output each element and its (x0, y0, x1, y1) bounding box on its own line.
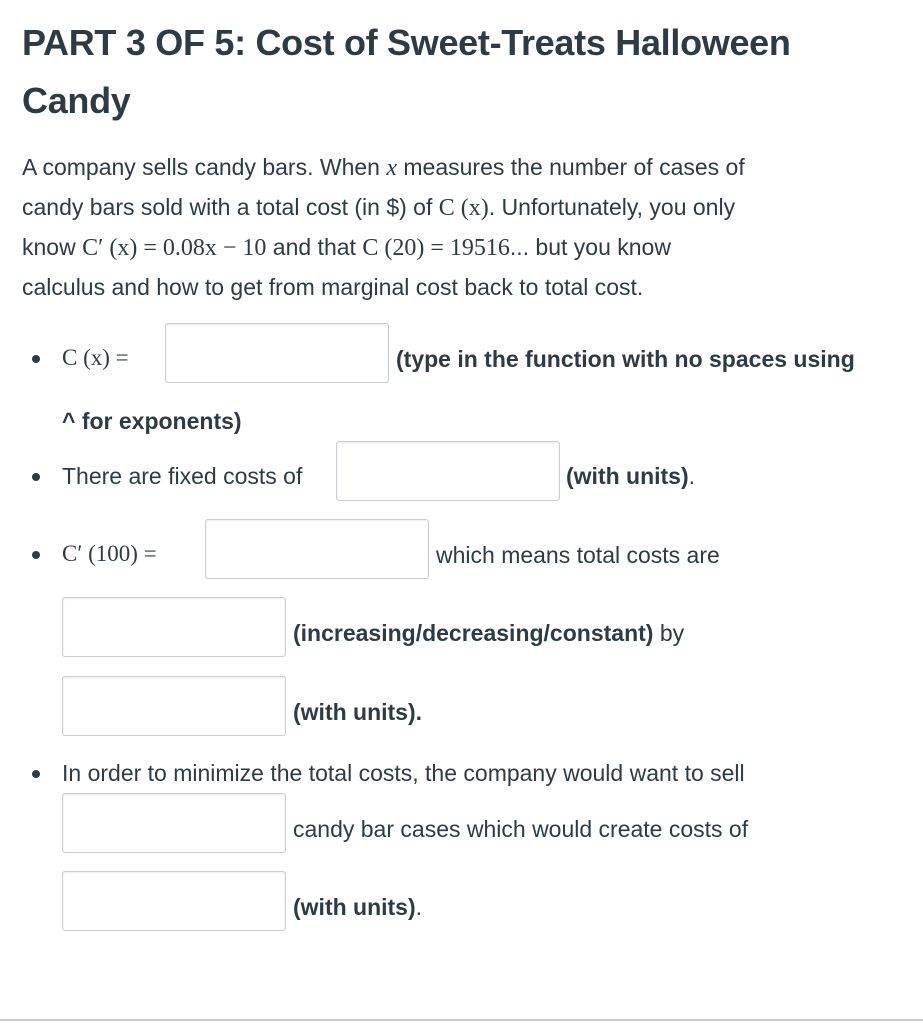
math-cx: C (x) (438, 195, 489, 221)
bottom-divider (0, 1019, 923, 1021)
math-c20: C (20) = 19516 (362, 235, 510, 261)
q3-math-label: C′ (100) = (62, 541, 157, 566)
q3-units-label: (with units). (293, 699, 423, 725)
q4-prefix: In order to minimize the total costs, the company would want to sell (62, 760, 745, 786)
q1-math-label: C (x) = (62, 345, 129, 370)
q3-suffix: which means total costs are (436, 542, 720, 568)
q3-derivative-input[interactable] (205, 519, 429, 579)
q1-hint-line-2: ^ for exponents) (62, 408, 242, 434)
q3-direction-label: (increasing/decreasing/constant) by (293, 620, 685, 646)
math-x: x (386, 155, 397, 181)
q4-cases-input[interactable] (62, 793, 286, 853)
problem-line-2: candy bars sold with a total cost (in $) of C (x). Unfortunately, you only (22, 194, 736, 221)
bullet-q4 (32, 770, 40, 778)
bullet-q1 (32, 355, 40, 363)
q3-rate-input[interactable] (62, 676, 286, 736)
q4-units-label: (with units). (293, 894, 423, 920)
q1-function-input[interactable] (165, 323, 389, 383)
problem-line-1: A company sells candy bars. When x measures the number of cases of (22, 154, 745, 181)
problem-line-4: calculus and how to get from marginal cost back to total cost. (22, 274, 644, 300)
q2-fixed-costs-input[interactable] (336, 441, 560, 501)
q4-middle: candy bar cases which would create costs of (293, 816, 749, 842)
q1-hint-line-1: (type in the function with no spaces using (396, 346, 855, 372)
q2-suffix: (with units). (566, 463, 696, 489)
q3-direction-input[interactable] (62, 597, 286, 657)
problem-statement (22, 148, 902, 307)
math-derivative: C′ (x) = 0.08x − 10 (82, 235, 267, 261)
q4-min-cost-input[interactable] (62, 871, 286, 931)
bullet-q3 (32, 551, 40, 559)
page-title: PART 3 OF 5: Cost of Sweet-Treats Halloween Candy (22, 22, 791, 121)
problem-line-3: know C′ (x) = 0.08x − 10 and that C (20) = 19516... but you know (22, 234, 671, 261)
bullet-q2 (32, 473, 40, 481)
q2-prefix: There are fixed costs of (62, 463, 303, 489)
